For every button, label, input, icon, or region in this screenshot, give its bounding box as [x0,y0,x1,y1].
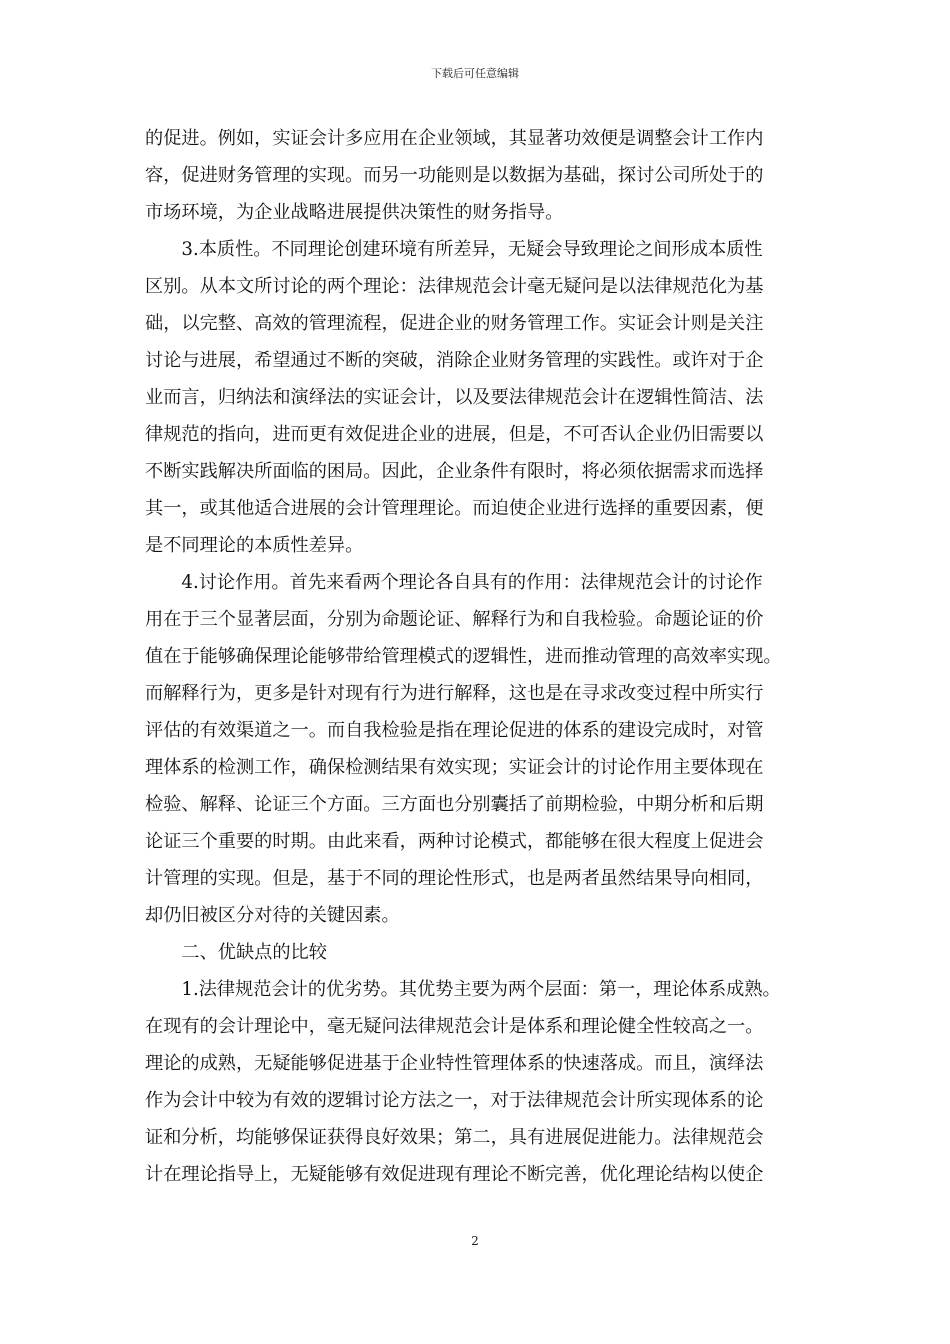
text-line: 3.本质性。不同理论创建环境有所差异，无疑会导致理论之间形成本质性 [145,239,763,260]
text-line: 区别。从本文所讨论的两个理论：法律规范会计毫无疑问是以法律规范化为基 [145,276,764,297]
text-line: 作为会计中较为有效的逻辑讨论方法之一，对于法律规范会计所实现体系的论 [145,1090,764,1111]
text-line: 证和分析，均能够保证获得良好效果；第二，具有进展促进能力。法律规范会 [145,1127,764,1148]
text-line: 是不同理论的本质性差异。 [145,535,364,556]
text-line: 在现有的会计理论中，毫无疑问法律规范会计是体系和理论健全性较高之一。 [145,1016,764,1037]
section-heading: 二、优缺点的比较 [145,942,327,963]
text-line: 论证三个重要的时期。由此来看，两种讨论模式，都能够在很大程度上促进会 [145,831,764,852]
document-body [145,120,815,1193]
page-number: 2 [471,1234,479,1248]
text-line: 的促进。例如，实证会计多应用在企业领域，其显著功效便是调整会计工作内 [145,128,764,149]
text-line: 计管理的实现。但是，基于不同的理论性形式，也是两者虽然结果导向相同， [145,868,764,889]
text-line: 用在于三个显著层面，分别为命题论证、解释行为和自我检验。命题论证的价 [145,609,764,630]
text-line: 容，促进财务管理的实现。而另一功能则是以数据为基础，探讨公司所处于的 [145,165,764,186]
text-line: 讨论与进展，希望通过不断的突破，消除企业财务管理的实践性。或许对于企 [145,350,764,371]
text-line: 值在于能够确保理论能够带给管理模式的逻辑性，进而推动管理的高效率实现。 [145,646,782,667]
text-line: 业而言，归纳法和演绎法的实证会计，以及要法律规范会计在逻辑性简洁、法 [145,387,764,408]
text-line: 理论的成熟，无疑能够促进基于企业特性管理体系的快速落成。而且，演绎法 [145,1053,764,1074]
text-line: 础，以完整、高效的管理流程，促进企业的财务管理工作。实证会计则是关注 [145,313,764,334]
text-line: 其一，或其他适合进展的会计管理理论。而迫使企业进行选择的重要因素，便 [145,498,764,519]
text-line: 市场环境，为企业战略进展提供决策性的财务指导。 [145,202,564,223]
text-line: 1.法律规范会计的优劣势。其优势主要为两个层面：第一，理论体系成熟。 [145,979,781,1000]
text-line: 律规范的指向，进而更有效促进企业的进展，但是，不可否认企业仍旧需要以 [145,424,764,445]
text-line: 不断实践解决所面临的困局。因此，企业条件有限时，将必须依据需求而选择 [145,461,764,482]
text-line: 4.讨论作用。首先来看两个理论各自具有的作用：法律规范会计的讨论作 [145,572,763,593]
page-header: 下载后可任意编辑 [431,67,519,80]
text-line: 却仍旧被区分对待的关键因素。 [145,905,400,926]
text-line: 理体系的检测工作，确保检测结果有效实现；实证会计的讨论作用主要体现在 [145,757,764,778]
text-line: 而解释行为，更多是针对现有行为进行解释，这也是在寻求改变过程中所实行 [145,683,764,704]
text-line: 检验、解释、论证三个方面。三方面也分别囊括了前期检验，中期分析和后期 [145,794,764,815]
text-line: 计在理论指导上，无疑能够有效促进现有理论不断完善，优化理论结构以使企 [145,1164,764,1185]
text-line: 评估的有效渠道之一。而自我检验是指在理论促进的体系的建设完成时，对管 [145,720,764,741]
